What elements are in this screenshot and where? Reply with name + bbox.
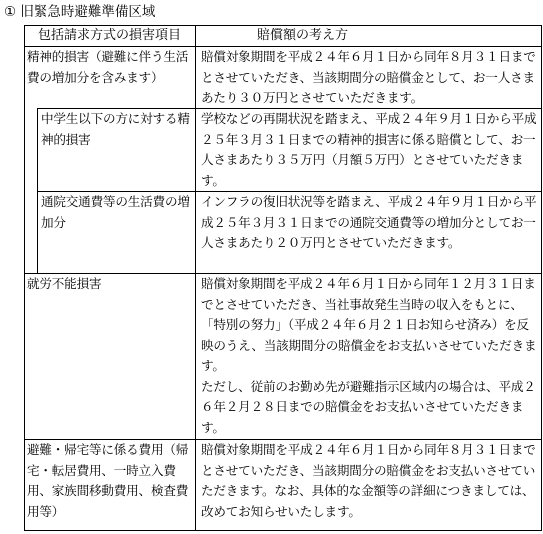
section-title: ① 旧緊急時避難準備区域 [4, 4, 156, 20]
row-policy [201, 274, 537, 438]
compensation-table [24, 25, 542, 531]
row-item: 就労不能損害 [27, 276, 102, 291]
column-divider [195, 26, 196, 530]
row-policy [201, 109, 537, 191]
policy-paragraph: 賠償対象期間を平成２４年６月１日から同年８月３１日までとさせていただき、当該期間分の賠償金をお支払いさせていただきます。なお、具体的な金額等の詳細につきましては、改めてお知らせいたします。 [201, 442, 536, 519]
row-policy [201, 192, 537, 254]
row-item: 通院交通費等の生活費の増加分 [41, 194, 190, 230]
policy-paragraph: 学校などの再開状況を踏まえ、平成２４年９月１日から平成２５年３月３１日までの精神的損害に係る賠償として、お一人さまあたり３５万円（月額５万円）とさせていただきます。 [201, 111, 537, 188]
header-policy: 賠償額の考え方 [257, 28, 349, 43]
policy-paragraph: 賠償対象期間を平成２４年６月１日から同年８月３１日までとさせていただき、当該期間分の賠償金として、お一人さまあたり３０万円とさせていただきます。 [201, 49, 536, 105]
header-item: 包括請求方式の損害項目 [38, 28, 182, 43]
row-item: 避難・帰宅等に係る費用（帰宅・転居費用、一時立入費用、家族間移動費用、検査費用等） [27, 442, 189, 519]
row-policy [201, 440, 537, 522]
row-policy [201, 47, 537, 109]
policy-paragraph: インフラの復旧状況等を踏まえ、平成２４年９月１日から平成２５年３月３１日までの通院交通費等の増加分としてお一人さまあたり２０万円とさせていただきます。 [201, 194, 537, 250]
policy-paragraph: 賠償対象期間を平成２４年６月１日から同年１２月３１日までとさせていただき、当社事故発生当時の収入をもとに、「特別の努力」（平成２４年６月２１日お知らせ済み）を反映のうえ、当該期間分の賠償金をお支払いさせていただきます。 [201, 276, 537, 373]
row-item: 精神的損害（避難に伴う生活費の増加分を含みます） [27, 49, 189, 85]
policy-paragraph: ただし、従前のお勤め先が避難指示区域内の場合は、平成２６年２月２８日までの賠償金をお支払いさせていただきます。 [201, 378, 536, 435]
row-item: 中学生以下の方に対する精神的損害 [41, 111, 190, 147]
